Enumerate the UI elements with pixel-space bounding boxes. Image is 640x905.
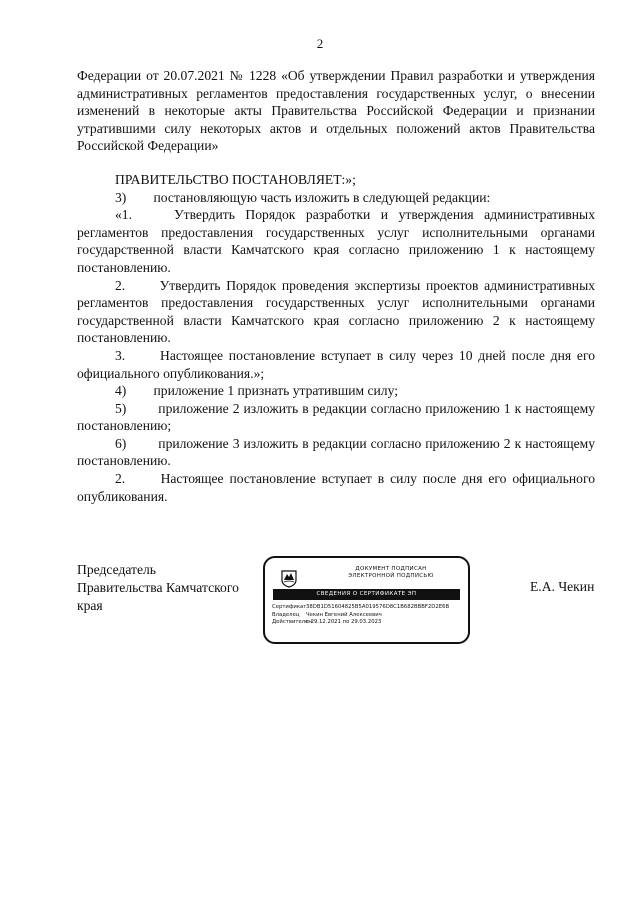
stamp-title-line: ДОКУМЕНТ ПОДПИСАН [355, 566, 427, 572]
paragraph-item-3: 3) постановляющую часть изложить в следующей редакции: [115, 189, 491, 205]
cert-label: Сертификат [272, 604, 307, 610]
cert-value: Чекин Евгений Алексеевич [306, 611, 382, 618]
document-body [77, 67, 595, 505]
paragraph-item-6: 6) приложение 3 изложить в редакции согласно приложению 2 к настоящему постановлению. [77, 435, 595, 469]
paragraph-continuation: Федерации от 20.07.2021 № 1228 «Об утверждении Правил разработки и утверждения административных регламентов предоставления государственных услуг, о внесении изменений в некоторые акты Правительства Российской Федерации и признании утратившими силу некоторых актов и отдельных положений актов Правительства Российской Федерации» [77, 68, 595, 154]
position-line: края [77, 598, 103, 613]
paragraph-final-2: 2. Настоящее постановление вступает в силу после дня его официального опубликования. [77, 471, 595, 504]
paragraph-clause-2: 2. Утвердить Порядок проведения экспертизы проектов административных регламентов предоставления государственных услуг исполнительными органами государственной власти Камчатского края согласно приложению 2 к настоящему постановлению. [77, 277, 595, 346]
paragraph-clause-1: «1. Утвердить Порядок разработки и утверждения административных регламентов предоставления государственных услуг исполнительными органами государственной власти Камчатского края согласно приложению 1 к настоящему постановлению. [77, 207, 595, 275]
cert-row-certificate [272, 604, 449, 612]
cert-value: 38DB1D51604825B5A019576D8C1B682BBBF2D2E6B [306, 604, 450, 610]
stamp-title [321, 566, 461, 580]
stamp-title-line: ЭЛЕКТРОННОЙ ПОДПИСЬЮ [348, 573, 434, 579]
cert-heading: СВЕДЕНИЯ О СЕРТИФИКАТЕ ЭП [273, 589, 460, 600]
cert-label: Владелец [272, 611, 300, 618]
page-number: 2 [316, 36, 324, 51]
electronic-signature-stamp [263, 556, 470, 644]
position-line: Правительства Камчатского [77, 580, 239, 595]
signatory-position [77, 561, 239, 615]
cert-info [272, 604, 449, 627]
paragraph-resolves: ПРАВИТЕЛЬСТВО ПОСТАНОВЛЯЕТ:»; [115, 171, 356, 187]
coat-of-arms-icon [279, 568, 299, 588]
paragraph-item-4: 4) приложение 1 признать утратившим силу; [115, 383, 398, 399]
cert-row-valid [272, 619, 449, 627]
paragraph-item-5: 5) приложение 2 изложить в редакции согласно приложению 1 к настоящему постановлению; [77, 400, 595, 434]
cert-label: Действителен [272, 619, 312, 626]
signatory-name: Е.А. Чекин [530, 579, 595, 594]
paragraph-clause-3: 3. Настоящее постановление вступает в силу через 10 дней после дня его официального опубликования.»; [77, 347, 595, 381]
position-line: Председатель [77, 562, 156, 577]
cert-value: с 29.12.2021 по 29.03.2023 [306, 619, 382, 626]
